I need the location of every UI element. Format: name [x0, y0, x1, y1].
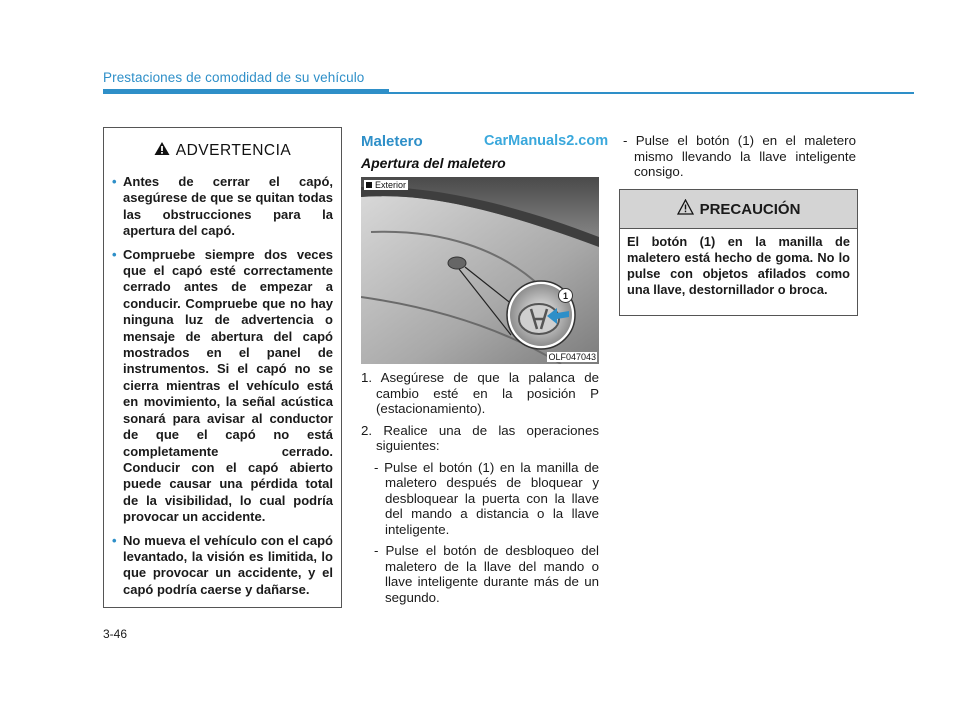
warning-item — [114, 174, 333, 240]
warning-item-text: No mueva el vehículo con el capó levantado, la visión es limitida, lo que provocar un accidente, y el capó podría caerse y dañarse. — [123, 532, 333, 597]
square-icon — [366, 182, 372, 188]
caution-box — [619, 189, 858, 316]
subsection-title: Apertura del maletero — [361, 155, 506, 171]
header-rule-extension — [389, 92, 914, 94]
bullet-icon: • — [112, 174, 117, 189]
warning-item — [114, 533, 333, 599]
step-item: 1. Asegúrese de que la palanca de cambio esté en la posición P (estacionamiento). — [361, 370, 599, 416]
caution-triangle-icon — [677, 199, 694, 220]
page-number: 3-46 — [103, 627, 128, 641]
warning-item — [114, 247, 333, 526]
figure-tag — [364, 180, 408, 190]
step-item: 2. Realice una de las operaciones siguientes: — [361, 422, 599, 453]
warning-list — [104, 174, 341, 598]
section-title: Maletero — [361, 133, 423, 150]
watermark: CarManuals2.com — [484, 133, 609, 149]
substep-item: - Pulse el botón (1) en el maletero mismo llevando la llave inteligente consigo. — [623, 133, 856, 179]
warning-item-text: Compruebe siempre dos veces que el capó esté correctamente cerrado antes de empezar a conducir. Compruebe que no hay ninguna luz de advertencia o mensaje de abertura del capó mostrados en el panel de instrumentos. Si el capó no se cierra mientras el vehículo está en movimiento, la señal acústica sonará para avisar al conductor de que el capó no está completamente cerrado. Conducir con el capó abierto puede causar una pérdida total de la visibilidad, lo cual podría provocar un accidente. — [123, 246, 333, 525]
car-rear-image — [361, 177, 599, 364]
substep-item: - Pulse el botón de desbloqueo del maletero de la llave del mando o llave inteligente durante más de un segundo. — [374, 543, 599, 605]
figure-tag-label: Exterior — [375, 180, 407, 190]
right-column — [619, 133, 856, 186]
header-rule — [103, 89, 389, 94]
bullet-icon: • — [112, 532, 117, 548]
warning-title: ADVERTENCIA — [175, 141, 292, 159]
warning-box — [103, 127, 342, 608]
bullet-icon: • — [112, 246, 117, 262]
substep-item: - Pulse el botón (1) en la manilla de maletero después de bloquear y desbloquear la puerta con la llave del mando a distancia o la llave inteligente. — [374, 459, 599, 537]
warning-header — [104, 128, 341, 173]
warning-item-text: Antes de cerrar el capó, asegúrese de que se quitan todas las obstrucciones para la apertura del capó. — [123, 174, 333, 239]
callout-badge — [558, 288, 573, 303]
trunk-illustration — [361, 177, 599, 364]
caution-header — [620, 190, 857, 229]
warning-triangle-icon — [154, 141, 170, 161]
figure-code: OLF047043 — [548, 352, 596, 362]
chapter-header: Prestaciones de comodidad de su vehículo — [103, 70, 365, 85]
caution-text: El botón (1) en la manilla de maletero está hecho de goma. No lo pulse con objetos afilados como una llave, destornillador o broca. — [627, 234, 850, 297]
steps-column — [361, 370, 599, 611]
caution-title: PRECAUCIÓN — [699, 200, 801, 218]
callout-number: 1 — [562, 290, 568, 301]
